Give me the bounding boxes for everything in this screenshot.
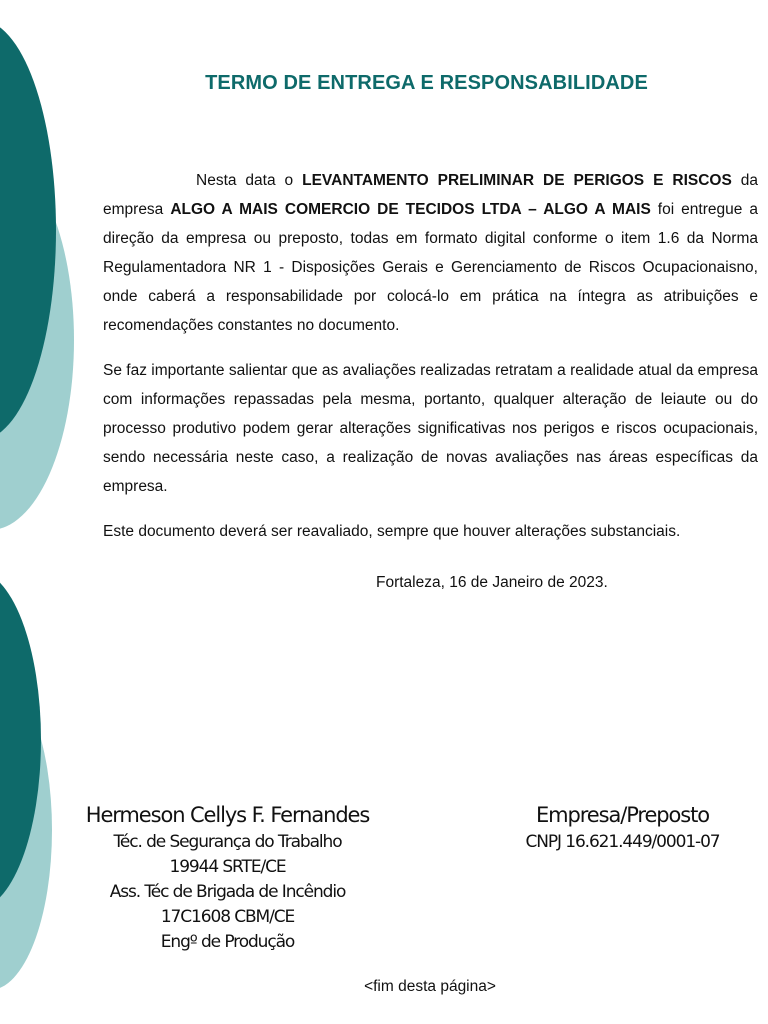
paragraph-delivery	[103, 166, 758, 340]
paragraph-reevaluation: Este documento deverá ser reavaliado, sempre que houver alterações substanciais.	[103, 523, 681, 540]
paragraph-delivery-text-2: da empresa	[103, 172, 758, 218]
signature-company	[500, 800, 745, 855]
paragraph-delivery-text-3: foi entregue a direção da empresa ou preposto, todas em formato digital conforme o item 1.6 da Norma Regulamentadora NR 1 - Disposições Gerais e Gerenciamento de Riscos Ocupacionaisno, onde caberá a responsabilidade por colocá-lo em prática na íntegra as atribuições e recomendações constantes no documento.	[103, 201, 758, 334]
technician-brigade-role: Ass. Téc de Brigada de Incêndio	[109, 882, 346, 902]
technician-brigade-registration: 17C1608 CBM/CE	[160, 907, 295, 927]
document-title: TERMO DE ENTREGA E RESPONSABILIDADE	[205, 72, 648, 94]
signature-technician	[80, 800, 375, 955]
technician-engineering-role: Engº de Produção	[160, 932, 295, 952]
technician-role: Téc. de Segurança do Trabalho	[113, 832, 342, 852]
page-end-marker: <fim desta página>	[364, 978, 496, 995]
company-signature-label: Empresa/Preposto	[535, 803, 710, 827]
paragraph-delivery-text-1: Nesta data o	[196, 172, 303, 189]
technician-name: Hermeson Cellys F. Fernandes	[85, 803, 370, 827]
date-line: Fortaleza, 16 de Janeiro de 2023.	[376, 574, 608, 591]
survey-title-bold: LEVANTAMENTO PRELIMINAR DE PERIGOS E RISCOS	[302, 172, 732, 189]
technician-registration: 19944 SRTE/CE	[169, 857, 286, 877]
paragraph-evaluation: Se faz importante salientar que as avaliações realizadas retratam a realidade atual da empresa com informações repassadas pela mesma, portanto, qualquer alteração de leiaute ou do processo produtivo podem gerar alterações significativas nos perigos e riscos ocupacionais, sendo necessária neste caso, a realização de novas avaliações nas áreas específicas da empresa.	[103, 362, 758, 495]
company-cnpj: CNPJ 16.621.449/0001-07	[525, 832, 720, 852]
document-body	[103, 166, 758, 546]
company-name-bold: ALGO A MAIS COMERCIO DE TECIDOS LTDA – ALGO A MAIS	[170, 201, 651, 218]
